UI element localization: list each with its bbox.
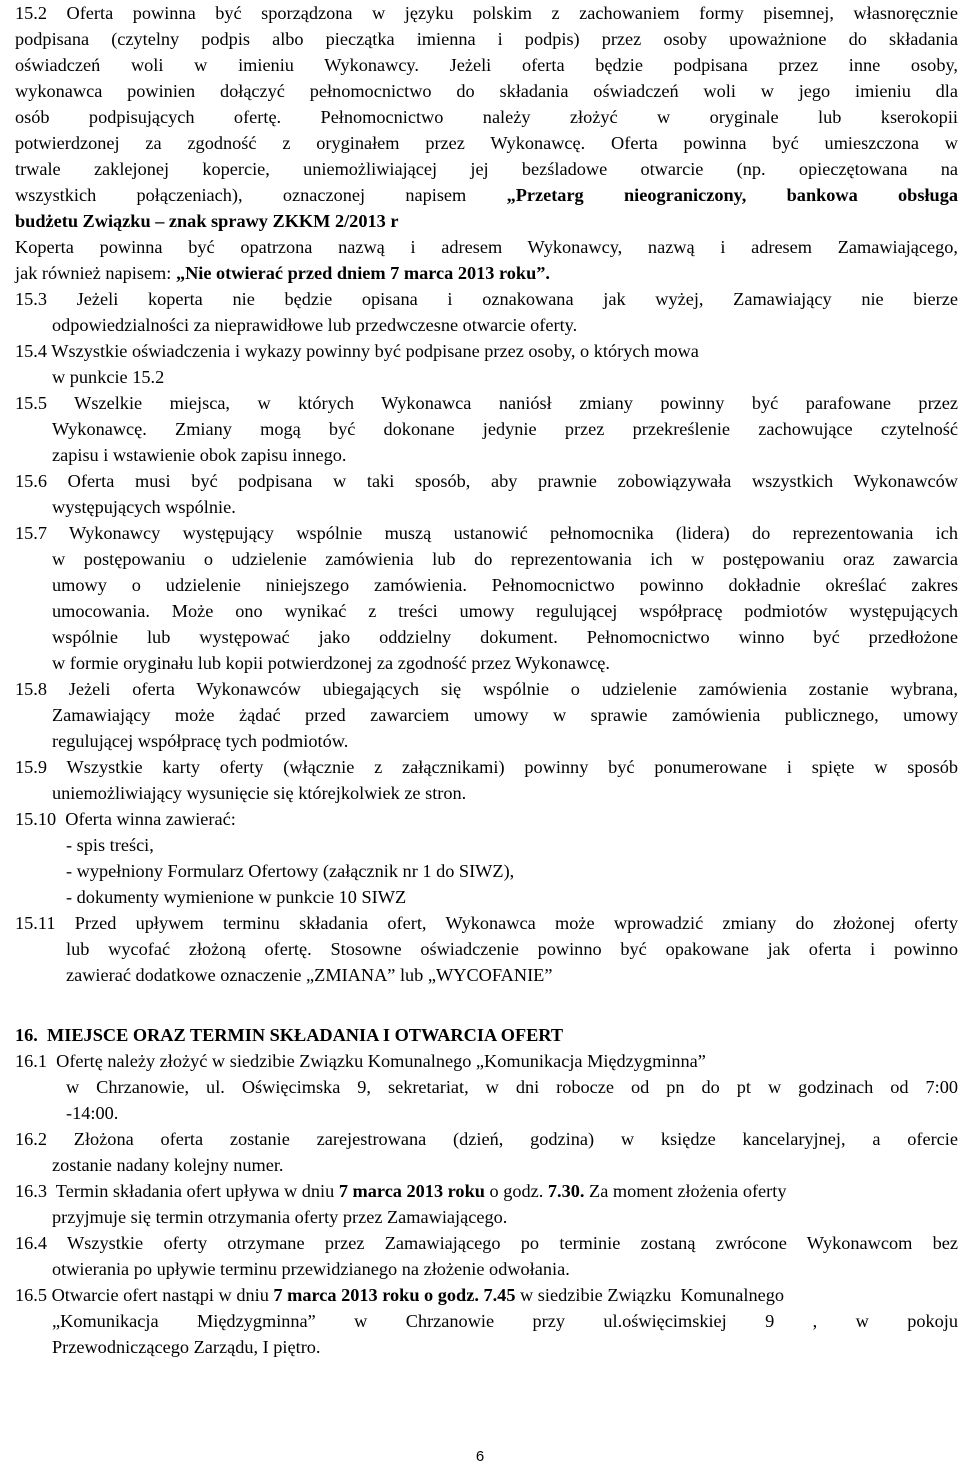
- text-span: wszystkich połączeniach), oznaczonej napisem: [15, 185, 467, 205]
- text-line: [15, 1178, 960, 1204]
- text-line: wspólnie lub występować jako oddzielny dokument. Pełnomocnictwo winno być przedłożone: [52, 627, 958, 647]
- deadline-time-bold: 7.30.: [547, 1181, 585, 1201]
- text-line: 15.8 Jeżeli oferta Wykonawców ubiegających się wspólnie o udzielenie zamówienia zostanie wybrana,: [15, 679, 958, 699]
- text-line: [15, 1282, 960, 1308]
- text-line: w Chrzanowie, ul. Oświęcimska 9, sekretariat, w dni robocze od pn do pt w godzinach od 7:00: [66, 1077, 958, 1097]
- text-line: lub wycofać złożoną ofertę. Stosowne oświadczenie powinno być opakowane jak oferta i powinno: [66, 939, 958, 959]
- text-line: występujących wspólnie.: [52, 497, 236, 517]
- text-line: Przewodniczącego Zarządu, I piętro.: [52, 1337, 321, 1357]
- text-line: regulującej współpracę tych podmiotów.: [52, 731, 349, 751]
- text-line: odpowiedzialności za nieprawidłowe lub przedwczesne otwarcie oferty.: [52, 315, 578, 335]
- text-line: 16.1 Ofertę należy złożyć w siedzibie Związku Komunalnego „Komunikacja Międzygminna”: [15, 1051, 706, 1071]
- text-line: umowy o udzielenie niniejszego zamówienia. Pełnomocnictwo powinno dokładnie określać zakres: [52, 575, 958, 595]
- text-line: [15, 182, 958, 208]
- deadline-date-bold: 7 marca 2013 roku: [338, 1181, 485, 1201]
- text-line: zawierać dodatkowe oznaczenie „ZMIANA” lub „WYCOFANIE”: [66, 965, 553, 985]
- text-line: [15, 260, 960, 286]
- text-line: przyjmuje się termin otrzymania oferty przez Zamawiającego.: [52, 1207, 508, 1227]
- list-item: - dokumenty wymienione w punkcie 10 SIWZ: [66, 887, 407, 907]
- text-line: 15.10 Oferta winna zawierać:: [15, 809, 236, 829]
- text-line: podpisana (czytelny podpis albo pieczątka imienna i podpis) przez osoby upoważnione do składania: [15, 29, 958, 49]
- section-heading: 16. MIEJSCE ORAZ TERMIN SKŁADANIA I OTWARCIA OFERT: [15, 1025, 564, 1045]
- text-line: 16.2 Złożona oferta zostanie zarejestrowana (dzień, godzina) w księdze kancelaryjnej, a ofercie: [15, 1129, 958, 1149]
- list-item: - spis treści,: [66, 835, 154, 855]
- text-line: budżetu Związku – znak sprawy ZKKM 2/2013 r: [15, 211, 399, 231]
- text-line: 15.11 Przed upływem terminu składania ofert, Wykonawca może wprowadzić zmiany do złożonej oferty: [15, 913, 958, 933]
- text-line: 16.4 Wszystkie oferty otrzymane przez Zamawiającego po terminie zostaną zwrócone Wykonawcom bez: [15, 1233, 958, 1253]
- text-line: otwierania po upływie terminu przewidzianego na złożenie odwołania.: [52, 1259, 570, 1279]
- text-line: -14:00.: [66, 1103, 119, 1123]
- opening-date-bold: 7 marca 2013 roku o godz. 7.45: [273, 1285, 516, 1305]
- text-line: wykonawca powinien dołączyć pełnomocnictwo do składania oświadczeń woli w jego imieniu dla: [15, 81, 958, 101]
- page-number: 6: [475, 1448, 485, 1465]
- text-span: w siedzibie Związku Komunalnego: [515, 1285, 785, 1305]
- text-line: Wykonawcę. Zmiany mogą być dokonane jedynie przez przekreślenie zachowujące czytelność: [52, 419, 958, 439]
- text-span: jak również napisem:: [15, 263, 176, 283]
- text-line: Koperta powinna być opatrzona nazwą i adresem Wykonawcy, nazwą i adresem Zamawiającego,: [15, 237, 958, 257]
- text-line: w punkcie 15.2: [52, 367, 165, 387]
- text-line: Zamawiający może żądać przed zawarciem umowy w sprawie zamówienia publicznego, umowy: [52, 705, 958, 725]
- text-line: 15.4 Wszystkie oświadczenia i wykazy powinny być podpisane przez osoby, o których mowa: [15, 341, 699, 361]
- text-span: 16.3 Termin składania ofert upływa w dniu: [15, 1181, 339, 1201]
- text-line: zapisu i wstawienie obok zapisu innego.: [52, 445, 347, 465]
- text-line: 15.5 Wszelkie miejsca, w których Wykonawca naniósł zmiany powinny być parafowane przez: [15, 393, 958, 413]
- text-line: w postępowaniu o udzielenie zamówienia lub do reprezentowania ich w postępowaniu oraz zawarcia: [52, 549, 958, 569]
- text-line: 15.9 Wszystkie karty oferty (włącznie z załącznikami) powinny być ponumerowane i spięte w sposób: [15, 757, 958, 777]
- list-item: - wypełniony Formularz Ofertowy (załącznik nr 1 do SIWZ),: [66, 861, 515, 881]
- text-line: trwale zaklejonej kopercie, uniemożliwiającej jej bezśladowe otwarcie (np. opieczętowana na: [15, 159, 958, 179]
- text-line: 15.3 Jeżeli koperta nie będzie opisana i oznakowana jak wyżej, Zamawiający nie bierze: [15, 289, 958, 309]
- text-span: Za moment złożenia oferty: [584, 1181, 787, 1201]
- text-line: umocowania. Może ono wynikać z treści umowy regulującej współpracę podmiotów występujących: [52, 601, 958, 621]
- text-line: potwierdzonej za zgodność z oryginałem przez Wykonawcę. Oferta powinna być umieszczona w: [15, 133, 958, 153]
- text-line: w formie oryginału lub kopii potwierdzonej za zgodność przez Wykonawcę.: [52, 653, 610, 673]
- text-line: 15.2 Oferta powinna być sporządzona w języku polskim z zachowaniem formy pisemnej, własnoręcznie: [15, 3, 958, 23]
- text-line: osób podpisujących ofertę. Pełnomocnictwo należy złożyć w oryginale lub kserokopii: [15, 107, 958, 127]
- text-line: zostanie nadany kolejny numer.: [52, 1155, 284, 1175]
- envelope-label-bold: „Przetarg nieograniczony, bankowa obsługa: [506, 185, 958, 205]
- text-line: oświadczeń woli w imieniu Wykonawcy. Jeżeli oferta będzie podpisana przez inne osoby,: [15, 55, 958, 75]
- text-span: o godz.: [484, 1181, 548, 1201]
- do-not-open-label-bold: „Nie otwierać przed dniem 7 marca 2013 roku”.: [175, 263, 550, 283]
- text-line: 15.7 Wykonawcy występujący wspólnie muszą ustanowić pełnomocnika (lidera) do reprezentowania ich: [15, 523, 958, 543]
- text-span: 16.5 Otwarcie ofert nastąpi w dniu: [15, 1285, 274, 1305]
- text-line: 15.6 Oferta musi być podpisana w taki sposób, aby prawnie zobowiązywała wszystkich Wykonawców: [15, 471, 958, 491]
- text-line: „Komunikacja Międzygminna” w Chrzanowie przy ul.oświęcimskiej 9 , w pokoju: [52, 1311, 958, 1331]
- text-line: uniemożliwiający wysunięcie się którejkolwiek ze stron.: [52, 783, 467, 803]
